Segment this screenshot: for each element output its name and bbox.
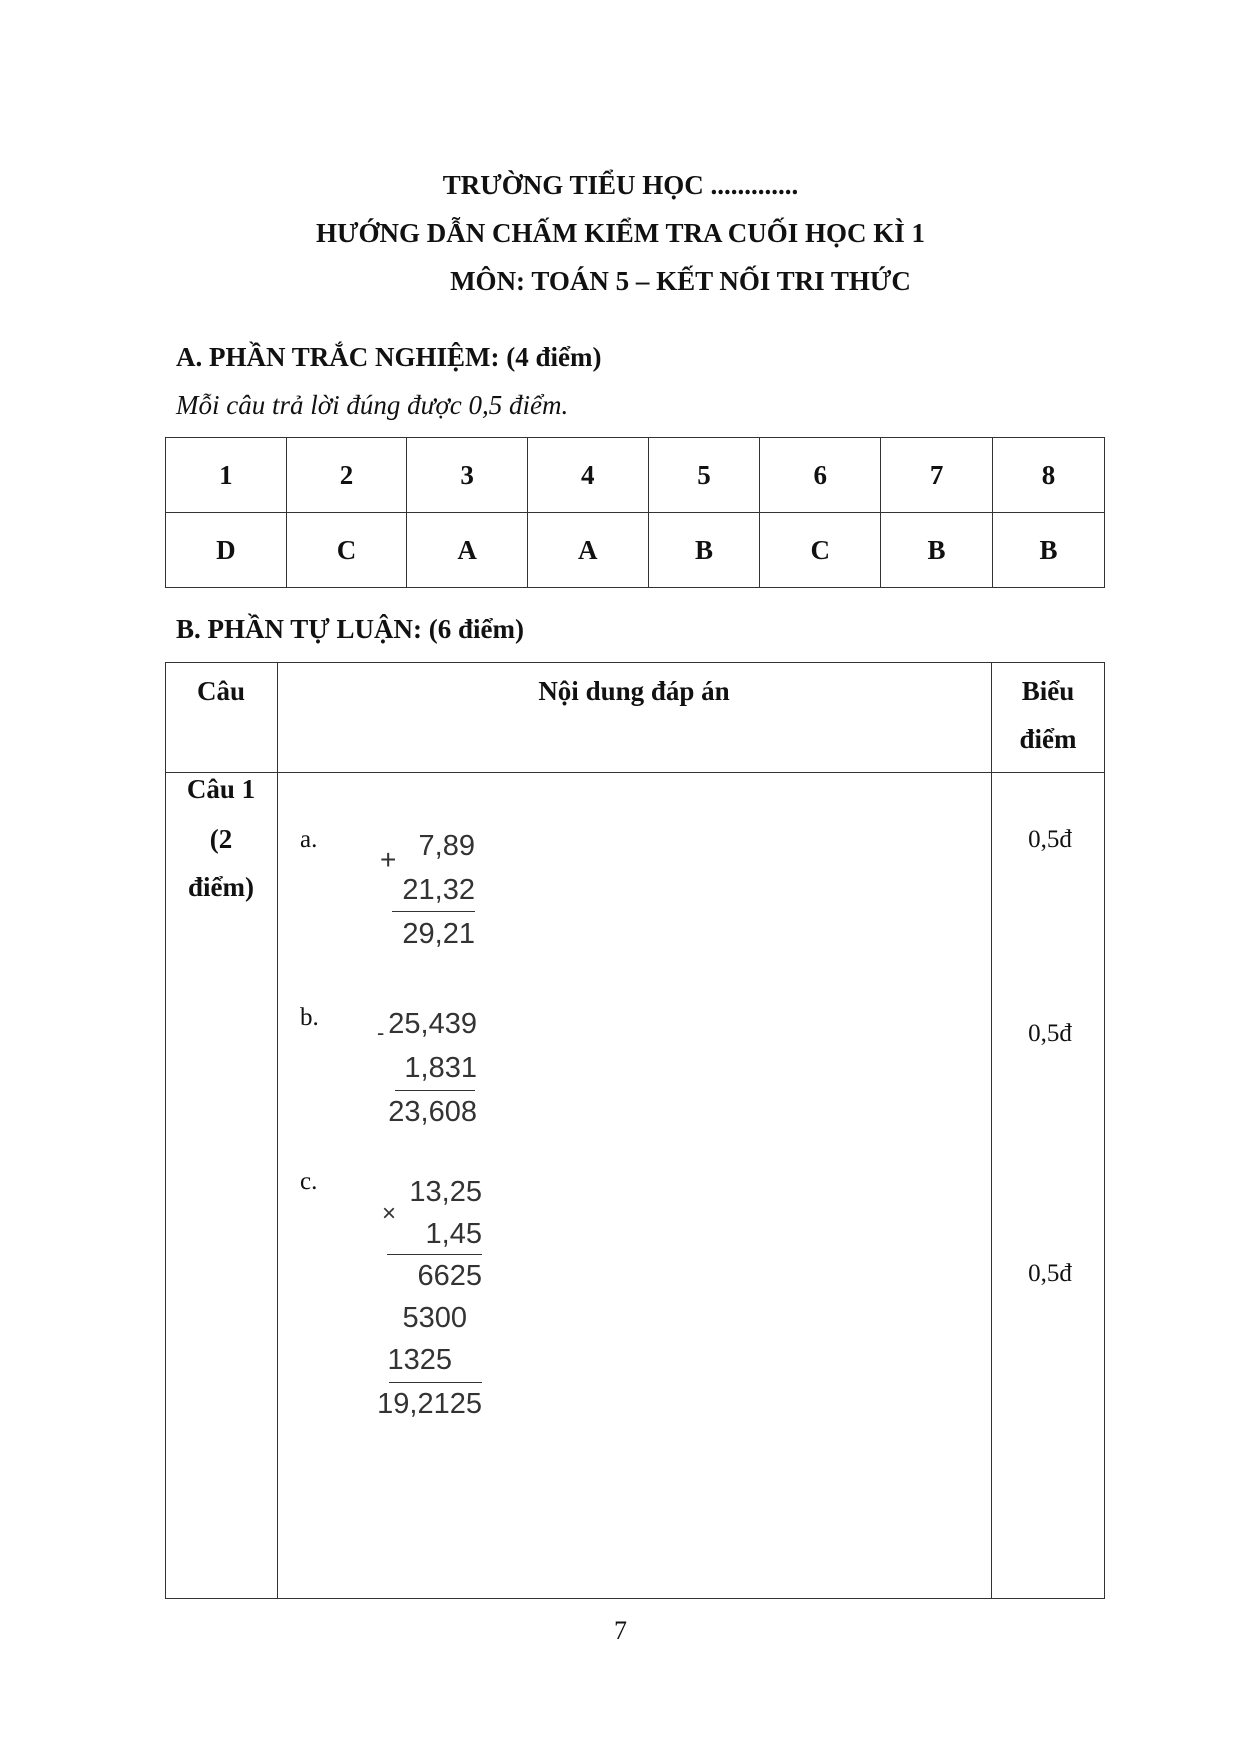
- essay-table-border: [165, 662, 1105, 1599]
- answer-letter: B: [881, 513, 993, 588]
- column-header-question: Câu: [196, 676, 245, 706]
- question-number: 2: [286, 438, 407, 513]
- subtrahend: 1,831: [404, 1052, 477, 1084]
- partial-product-1: 6625: [417, 1260, 482, 1292]
- answer-key-table: [165, 437, 1105, 588]
- question-number: 7: [881, 438, 993, 513]
- answer-letter: B: [648, 513, 760, 588]
- answer-letter: C: [286, 513, 407, 588]
- minus-operator: -: [377, 1020, 385, 1045]
- part-c-score: 0,5đ: [1028, 1260, 1072, 1287]
- question-number: 4: [527, 438, 648, 513]
- section-a-heading: A. PHẦN TRẮC NGHIỆM: (4 điểm): [176, 342, 602, 372]
- section-b-heading: B. PHẦN TỰ LUẬN: (6 điểm): [176, 614, 524, 644]
- column-header-score-line1: Biểu: [1021, 676, 1075, 706]
- result-line: [389, 1382, 482, 1383]
- header-row-divider: [165, 772, 1105, 773]
- product-line: [387, 1254, 482, 1255]
- question-number: 1: [166, 438, 287, 513]
- column-header-content: Nội dung đáp án: [538, 676, 730, 706]
- section-a-note: Mỗi câu trả lời đúng được 0,5 điểm.: [176, 390, 569, 420]
- question-number: 8: [993, 438, 1105, 513]
- question-number: 3: [407, 438, 528, 513]
- question-number: 5: [648, 438, 760, 513]
- question-1-points-line2: điểm): [188, 872, 254, 902]
- column-divider: [277, 662, 278, 1599]
- addend-2: 21,32: [402, 874, 475, 906]
- answer-row: [166, 513, 1105, 588]
- partial-product-2: 5300: [402, 1302, 467, 1334]
- minuend: 25,439: [388, 1008, 477, 1040]
- answer-letter: A: [527, 513, 648, 588]
- answer-letter: A: [407, 513, 528, 588]
- part-b-score: 0,5đ: [1028, 1020, 1072, 1047]
- factor-1: 13,25: [409, 1176, 482, 1208]
- part-b-label: b.: [300, 1004, 319, 1031]
- document-title: HƯỚNG DẪN CHẤM KIỂM TRA CUỐI HỌC KÌ 1: [315, 218, 926, 248]
- answer-letter: D: [166, 513, 287, 588]
- sum-line: [392, 911, 475, 912]
- question-number: 6: [760, 438, 881, 513]
- factor-2: 1,45: [425, 1218, 482, 1250]
- difference-result: 23,608: [388, 1096, 477, 1128]
- question-1-points-line1: (2: [209, 824, 233, 854]
- part-a-label: a.: [300, 826, 318, 853]
- multiply-operator: ×: [382, 1200, 397, 1227]
- part-c-label: c.: [300, 1168, 318, 1195]
- partial-product-3: 1325: [387, 1344, 452, 1376]
- plus-operator: +: [380, 844, 397, 875]
- subject-title: MÔN: TOÁN 5 – KẾT NỐI TRI THỨC: [450, 266, 911, 296]
- question-1-label: Câu 1: [186, 774, 256, 804]
- answer-letter: B: [993, 513, 1105, 588]
- product-result: 19,2125: [377, 1388, 482, 1420]
- column-divider: [991, 662, 992, 1599]
- difference-line: [395, 1090, 475, 1091]
- addend-1: 7,89: [418, 830, 475, 862]
- page-number: 7: [614, 1616, 627, 1645]
- question-row: [166, 438, 1105, 513]
- column-header-score-line2: điểm: [1019, 724, 1077, 754]
- answer-letter: C: [760, 513, 881, 588]
- school-name: TRƯỜNG TIỂU HỌC .............: [442, 170, 799, 200]
- part-a-score: 0,5đ: [1028, 826, 1072, 853]
- sum-result: 29,21: [402, 918, 475, 950]
